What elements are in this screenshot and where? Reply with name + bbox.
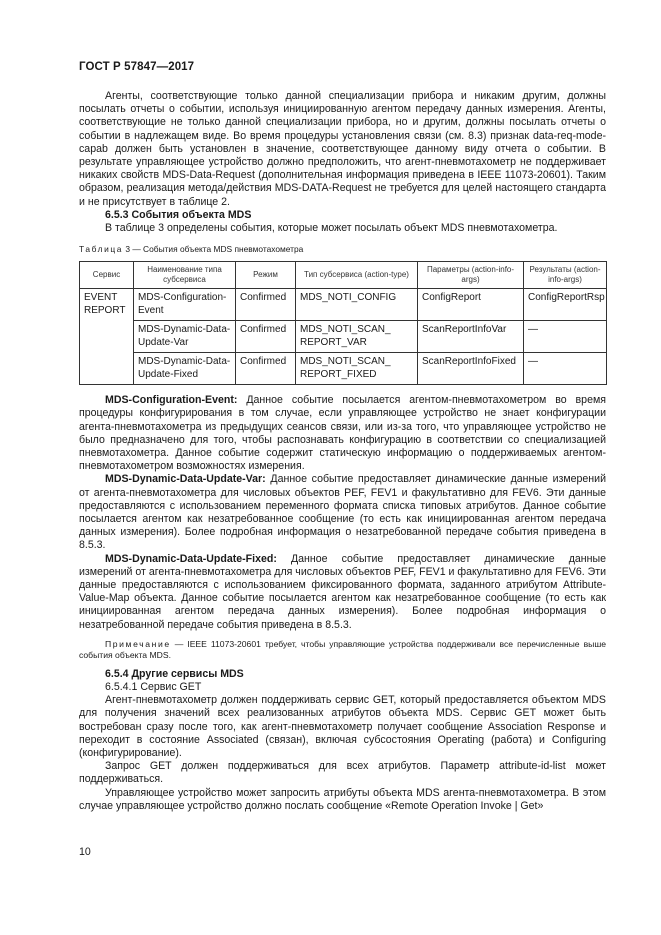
cell-subservice: MDS_NOTI_CONFIG [296,289,418,321]
cell-mode: Confirmed [236,289,296,321]
cell-results: — [524,353,607,385]
col-header-results: Результаты (action-info-args) [524,262,607,289]
cell-mode: Confirmed [236,321,296,353]
cell-params: ScanReportInfoFixed [418,353,524,385]
note-text: — IEEE 11073-20601 требует, чтобы управляющие устройства поддерживали все перечисленные выше события объекта MDS. [79,638,606,661]
col-header-mode: Режим [236,262,296,289]
cell-subservice: MDS_NOTI_SCAN_ REPORT_FIXED [296,353,418,385]
events-table [79,261,607,385]
paragraph-manager-request: Управляющее устройство может запросить атрибуты объекта MDS агента-пневмотахометра. В этом случае управляющее устройство должно послать сообщение «Remote Operation Invoke | Get» [79,786,606,812]
term-dynamic-fixed: MDS-Dynamic-Data-Update-Fixed: [105,552,277,565]
term-config-event: MDS-Configuration-Event: [105,394,238,407]
cell-event-type: MDS-Dynamic-Data-Update-Var [134,321,236,353]
subsection-heading-6-5-4-1: 6.5.4.1 Сервис GET [105,680,202,693]
cell-results: ConfigReportRsp [524,289,607,321]
cell-event-type: MDS-Configuration-Event [134,289,236,321]
cell-params: ScanReportInfoVar [418,321,524,353]
paragraph-dynamic-fixed [79,553,606,632]
page-content [79,90,606,813]
cell-results: — [524,321,607,353]
col-header-event-type: Наименование типа субсервиса [134,262,236,289]
paragraph-agents: Агенты, соответствующие только данной специализации прибора и никаким другим, должны посылать отчеты о событии, используя инициированную агентом передачу данных измерения. Агенты, соответствующие не только данной специализации прибора, но и другим, должны посылать отчеты о событии в надлежащем виде. Во время процедуры установления связи (см. 8.3) признак data-req-mode-capab должен быть установлен в значение, соответствующее данному виду отчета о событии. В результате управляющее устройство должно предположить, что агент-пневмотахометр не поддерживает никаких свойств MDS-Data-Request (дополнительная информация приведена в IEEE 11073-20601). Таким образом, реализация метода/действия MDS-DATA-Request не требуется для целей настоящего стандарта и не присутствует в таблице 2. [79,90,606,208]
text-config-event: Данное событие посылается агентом-пневмотахометром во время процедуры конфигурирования в том случае, если управляющее устройство не знает конфигурации агента-пневмотахометра из предыдущих сеансов связи, или из-за того, что управляющее устройство не было предназначено для того, чтобы распознавать конфигурацию в соответствии со специализацией пневмотахометра. Данное событие содержит статическую информацию о поддерживаемых агентом-пневмотахометром возможностях измерения. [79,394,606,473]
paragraph-config-event [79,394,606,473]
section-heading-6-5-3: 6.5.3 События объекта MDS [105,208,252,221]
text-dynamic-fixed: Данное событие предоставляет динамические данные измерений от агента-пневмотахометра для числовых объектов PEF, FEV1 и факультативно для FEV6. Эти данные предоставляются с использованием фиксированного формата, заданного атрибутом Attribute-Value-Map объекта. Данное событие посылается агентом как незатребованное сообщение (то есть как инициированная агентом передача данных измерения). Более подробная информация о незатребованной передаче события приведена в 8.5.3. [79,552,606,631]
table-caption [79,244,606,255]
text-dynamic-var: Данное событие предоставляет динамические данные измерений от агента-пневмотахометра для числовых объектов PEF, FEV1 и факультативно для FEV6. Эти данные предоставляются с использованием переменного формата списка типовых атрибутов. Данное событие посылается агентом как незатребованное сообщение (то есть как инициированная агентом передача данных измерения). Более подробная информация о незатребованной передаче события приведена в 8.5.3. [79,473,606,552]
paragraph-dynamic-var [79,473,606,552]
cell-service: EVENT REPORT [80,289,134,385]
table-header-row [80,262,607,289]
cell-subservice: MDS_NOTI_SCAN_ REPORT_VAR [296,321,418,353]
cell-mode: Confirmed [236,353,296,385]
col-header-subservice: Тип субсервиса (action-type) [296,262,418,289]
term-dynamic-var: MDS-Dynamic-Data-Update-Var: [105,473,266,486]
table-row [80,321,607,353]
paragraph-get-request: Запрос GET должен поддерживаться для всех атрибутов. Параметр attribute-id-list может поддерживаться. [79,760,606,786]
paragraph-get-service: Агент-пневмотахометр должен поддерживать сервис GET, который предоставляется объектом MDS для получения значений всех реализованных атрибутов объекта MDS. Сервис GET может быть востребован сразу после того, как агент-пневмотахометр получает сообщение Association Response и переходит в состояние Associated (связан), включая субсостояния Operating (работа) и Configuring (конфигурирование). [79,694,606,759]
table-row [80,353,607,385]
table-row [80,289,607,321]
table-caption-text: 3 — События объекта MDS пневмотахометра [125,244,304,255]
cell-event-type: MDS-Dynamic-Data-Update-Fixed [134,353,236,385]
table-caption-prefix: Таблица [79,244,124,255]
document-header: ГОСТ Р 57847—2017 [79,61,195,73]
note [79,639,606,662]
col-header-params: Параметры (action-info-args) [418,262,524,289]
note-label: Примечание [105,638,171,649]
col-header-service: Сервис [80,262,134,289]
paragraph-table-intro: В таблице 3 определены события, которые может посылать объект MDS пневмотахометра. [105,222,558,235]
section-heading-6-5-4: 6.5.4 Другие сервисы MDS [105,667,244,680]
page-number: 10 [79,846,91,858]
cell-params: ConfigReport [418,289,524,321]
